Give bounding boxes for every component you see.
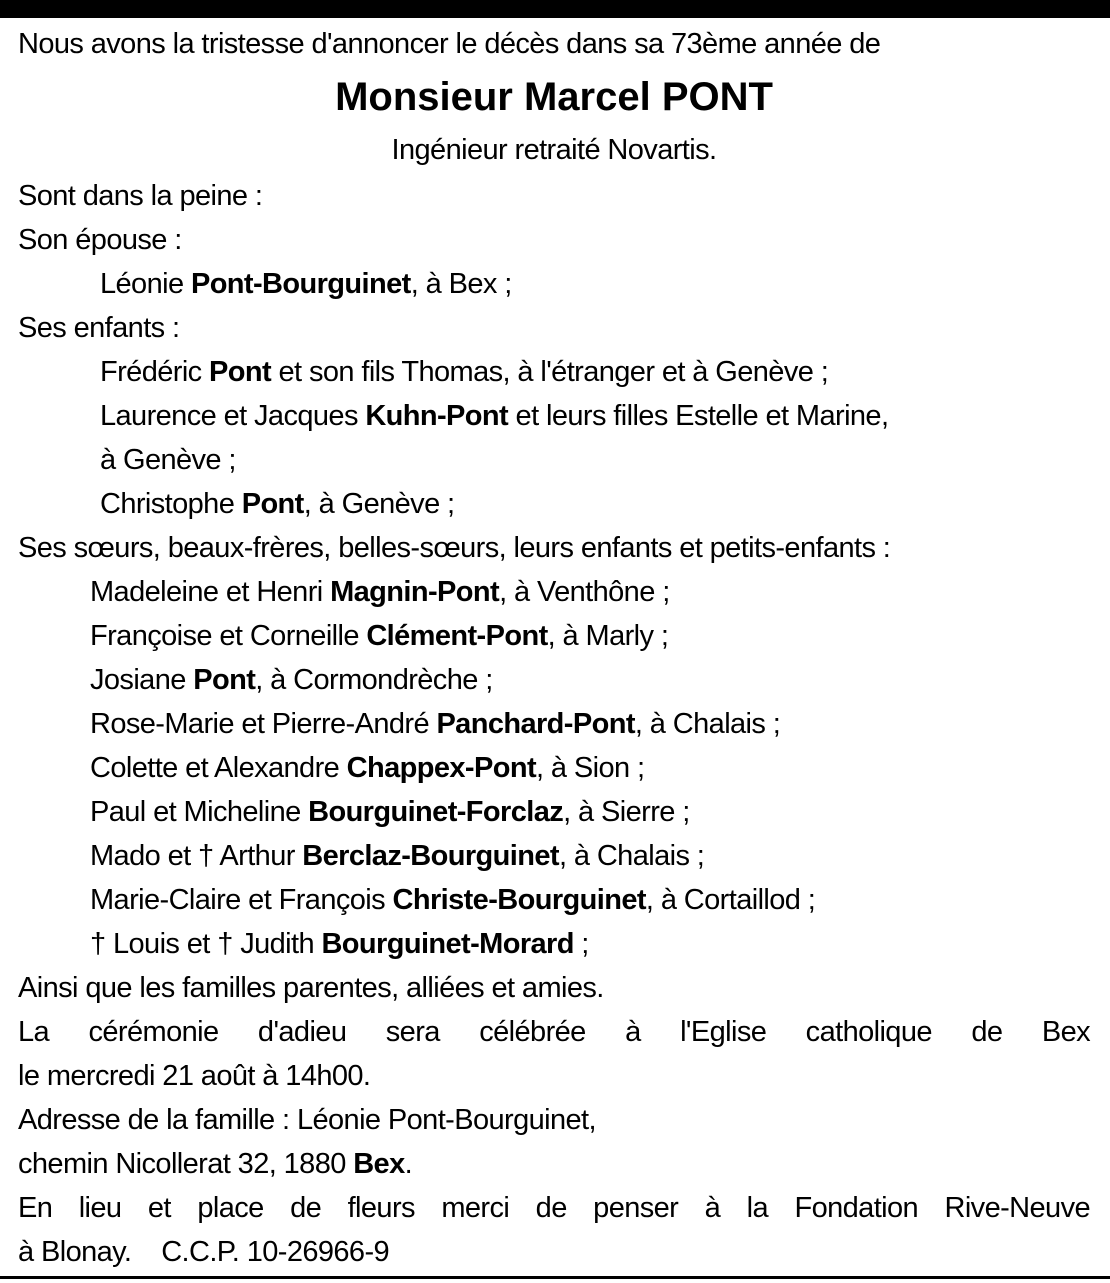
notice-line bbox=[18, 1142, 1090, 1186]
notice-line bbox=[18, 482, 1090, 526]
text-segment: et leurs filles Estelle et Marine, bbox=[508, 400, 889, 432]
notice-line bbox=[18, 174, 1090, 218]
text-segment: , à Sierre ; bbox=[563, 796, 690, 828]
family-name: Pont bbox=[241, 488, 304, 520]
notice-line bbox=[18, 350, 1090, 394]
top-border bbox=[0, 0, 1110, 18]
notice-line bbox=[18, 438, 1090, 482]
deceased-name bbox=[18, 66, 1090, 128]
family-name: Christe-Bourguinet bbox=[392, 884, 646, 916]
text-segment: , à Cormondrèche ; bbox=[255, 664, 493, 696]
notice-line bbox=[18, 790, 1090, 834]
notice-line bbox=[18, 526, 1090, 570]
text-segment: Marie-Claire et François bbox=[90, 884, 393, 916]
text-segment: Christophe bbox=[100, 488, 242, 520]
text-segment: Frédéric bbox=[100, 356, 210, 388]
family-name: Magnin-Pont bbox=[330, 576, 500, 608]
notice-line bbox=[18, 1186, 1090, 1230]
notice-line bbox=[18, 1230, 1090, 1274]
notice-line bbox=[18, 1010, 1090, 1054]
family-name: Pont bbox=[209, 356, 272, 388]
text-segment: , à Chalais ; bbox=[634, 708, 781, 740]
text-segment: et son fils Thomas, à l'étranger et à Genève ; bbox=[271, 356, 829, 388]
notice-line bbox=[18, 22, 1090, 66]
obituary-notice bbox=[18, 22, 1090, 1274]
text-segment: , à Chalais ; bbox=[558, 840, 705, 872]
text-segment: , à Bex ; bbox=[410, 268, 512, 300]
text-segment: Madeleine et Henri bbox=[90, 576, 331, 608]
notice-line bbox=[18, 394, 1090, 438]
text-segment: Mado et † Arthur bbox=[90, 840, 303, 872]
notice-line bbox=[18, 570, 1090, 614]
text-segment: chemin Nicollerat 32, 1880 bbox=[18, 1148, 354, 1180]
notice-line bbox=[18, 306, 1090, 350]
notice-line bbox=[18, 614, 1090, 658]
text-segment: Paul et Micheline bbox=[90, 796, 309, 828]
family-name: Monsieur Marcel PONT bbox=[335, 75, 773, 119]
notice-line bbox=[18, 966, 1090, 1010]
text-segment: à Blonay. C.C.P. 10-26966-9 bbox=[18, 1236, 390, 1268]
text-segment: Ainsi que les familles parentes, alliées et amies. bbox=[18, 972, 604, 1004]
text-segment: à Genève ; bbox=[100, 444, 236, 476]
text-segment: Françoise et Corneille bbox=[90, 620, 367, 652]
text-segment: , à Marly ; bbox=[547, 620, 669, 652]
text-segment: Colette et Alexandre bbox=[90, 752, 347, 784]
text-segment: . bbox=[404, 1148, 413, 1180]
family-name: Bourguinet-Morard bbox=[321, 928, 574, 960]
text-segment: Ses enfants : bbox=[18, 312, 180, 344]
notice-line bbox=[18, 1098, 1090, 1142]
text-segment: Josiane bbox=[90, 664, 194, 696]
text-segment: Sont dans la peine : bbox=[18, 180, 263, 212]
text-segment: Ses sœurs, beaux-frères, belles-sœurs, leurs enfants et petits-enfants : bbox=[18, 532, 891, 564]
family-name: Chappex-Pont bbox=[346, 752, 536, 784]
notice-line bbox=[18, 878, 1090, 922]
text-segment: Laurence et Jacques bbox=[100, 400, 366, 432]
text-segment: Nous avons la tristesse d'annoncer le décès dans sa 73ème année de bbox=[18, 28, 881, 60]
family-name: Panchard-Pont bbox=[436, 708, 635, 740]
family-name: Bex bbox=[353, 1148, 405, 1180]
text-segment: En lieu et place de fleurs merci de penser à la Fondation Rive-Neuve bbox=[18, 1192, 1090, 1224]
notice-line bbox=[18, 658, 1090, 702]
text-segment: Ingénieur retraité Novartis. bbox=[391, 134, 717, 166]
family-name: Pont bbox=[193, 664, 256, 696]
notice-line bbox=[18, 218, 1090, 262]
notice-line bbox=[18, 702, 1090, 746]
bottom-border bbox=[0, 1276, 1110, 1279]
family-name: Berclaz-Bourguinet bbox=[302, 840, 559, 872]
text-segment: Adresse de la famille : Léonie Pont-Bourguinet, bbox=[18, 1104, 596, 1136]
notice-line bbox=[18, 262, 1090, 306]
family-name: Bourguinet-Forclaz bbox=[308, 796, 564, 828]
family-name: Kuhn-Pont bbox=[365, 400, 509, 432]
notice-line bbox=[18, 922, 1090, 966]
text-segment: ; bbox=[573, 928, 589, 960]
text-segment: , à Genève ; bbox=[303, 488, 455, 520]
text-segment: Son épouse : bbox=[18, 224, 182, 256]
notice-line bbox=[18, 1054, 1090, 1098]
text-segment: , à Sion ; bbox=[536, 752, 645, 784]
notice-line bbox=[18, 746, 1090, 790]
text-segment: La cérémonie d'adieu sera célébrée à l'Eglise catholique de Bex bbox=[18, 1016, 1090, 1048]
family-name: Pont-Bourguinet bbox=[190, 268, 411, 300]
text-segment: le mercredi 21 août à 14h00. bbox=[18, 1060, 371, 1092]
text-segment: Rose-Marie et Pierre-André bbox=[90, 708, 437, 740]
text-segment: , à Cortaillod ; bbox=[645, 884, 816, 916]
text-segment: , à Venthône ; bbox=[499, 576, 670, 608]
notice-line bbox=[18, 834, 1090, 878]
text-segment: Léonie bbox=[100, 268, 191, 300]
family-name: Clément-Pont bbox=[366, 620, 548, 652]
text-segment: † Louis et † Judith bbox=[90, 928, 322, 960]
notice-line bbox=[18, 128, 1090, 174]
